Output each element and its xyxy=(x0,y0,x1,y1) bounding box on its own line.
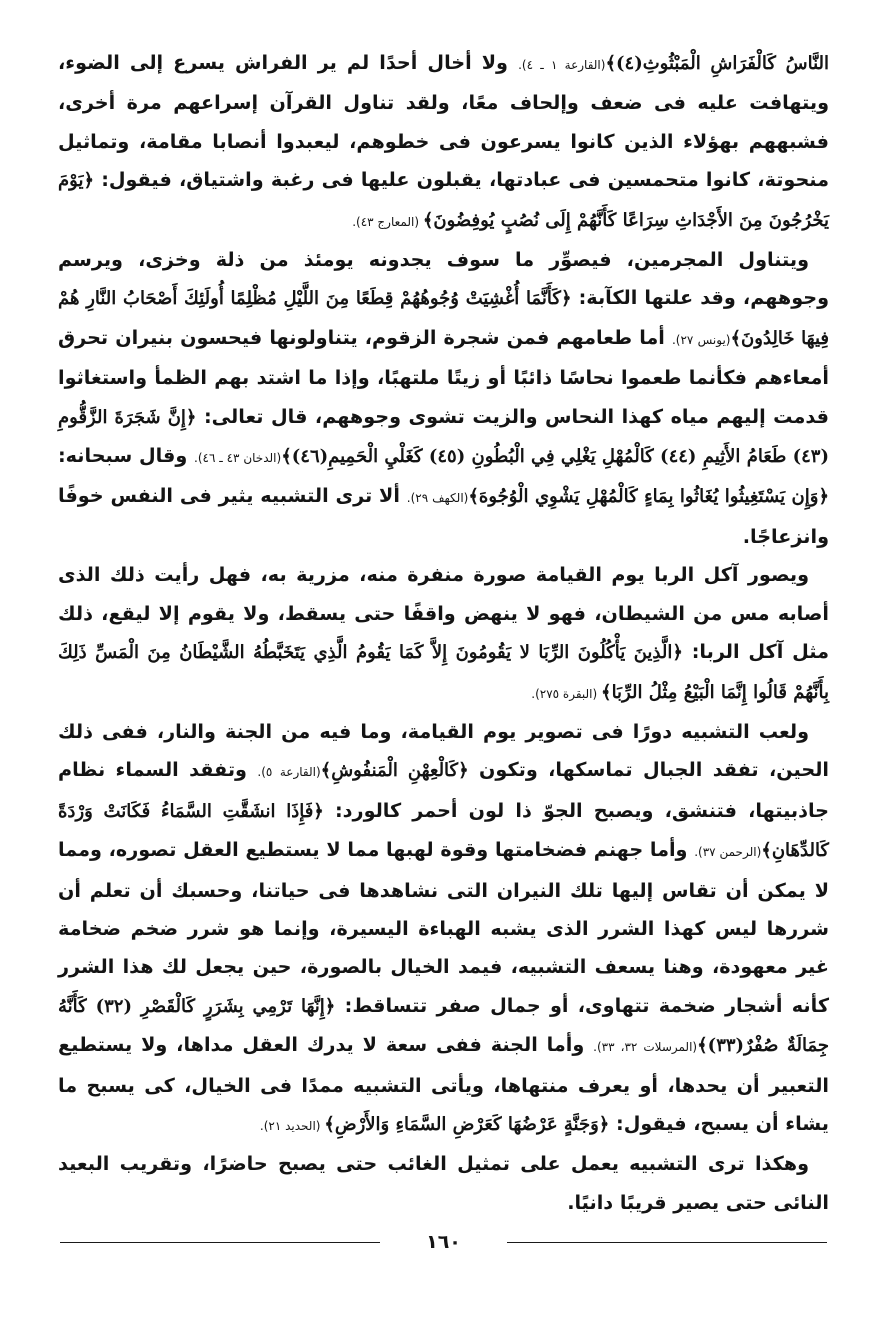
verse-reference: (الرحمن ٣٧). xyxy=(694,845,762,860)
quran-verse: ﴿وَجَنَّةٍ عَرْضُهَا كَعَرْضِ السَّمَاءِ وَالأَرْضِ﴾ xyxy=(324,1113,610,1135)
body-text: وهكذا ترى التشبيه يعمل على تمثيل الغائب حتى يصبح حاضرًا، وتقريب البعيد النائى حتى يصير قريبًا دانيًا. xyxy=(58,1152,829,1214)
quran-verse: ﴿فَإِذَا انشَقَّتِ السَّمَاءُ فَكَانَتْ وَرْدَةً كَالدِّهَانِ﴾ xyxy=(58,800,829,862)
quran-verse: ﴿إِنَّ شَجَرَةَ الزَّقُّومِ (٤٣) طَعَامُ الأَثِيمِ (٤٤) كَالْمُهْلِ يَغْلِي فِي الْبُطُونِ (٤٥) كَغَلْيِ الْحَمِيمِ(٤٦)﴾ xyxy=(58,406,830,468)
verse-reference: (الكهف ٢٩). xyxy=(406,491,469,506)
paragraph-3 xyxy=(58,556,829,713)
body-text: وقال سبحانه: xyxy=(58,444,195,468)
body-text: ألا ترى التشبيه يثير فى النفس خوفًا وانزعاجًا. xyxy=(58,484,829,548)
quran-verse: ﴿يَوْمَ يَخْرُجُونَ مِنَ الأَجْدَاثِ سِرَاعًا كَأَنَّهُمْ إِلَى نُصُبٍ يُوفِضُونَ﴾ xyxy=(58,170,829,231)
quran-verse: ﴿الَّذِينَ يَأْكُلُونَ الرِّبَا لا يَقُومُونَ إِلاَّ كَمَا يَقُومُ الَّذِي يَتَخَبَّطُهُ الشَّيْطَانُ مِنَ الْمَسِّ ذَلِكَ بِأَنَّهُمْ قَالُوا إِنَّمَا الْبَيْعُ مِثْلُ الرِّبَا﴾ xyxy=(58,642,829,703)
verse-reference: (الحديد ٢١). xyxy=(259,1118,325,1133)
body-text: وأما جهنم فضخامتها وقوة لهبها مما لا يستطيع العقل تصوره، ومما لا يمكن أن تقاس إليها تلك النيران التى نشاهدها فى حياتنا، وحسبك أن تعلم أن شررها ليس كهذا الشرر الذى يشبه الهباءة اليسيرة، وإنما هو شرر ضخم ضخامة غير معهودة، وهنا يسعف التشبيه، فيمد الخيال بالصورة، حين يجعل لك هذا الشرر كأنه أشجار ضخمة تتهاوى، أو جمال صفر تتساقط: xyxy=(58,838,829,1017)
page-footer xyxy=(60,1228,827,1258)
body-text: ولا أخال أحدًا لم ير الفراش يسرع إلى الضوء، ويتهافت عليه فى ضعف وإلحاف معًا، ولقد تناول القرآن إسراعهم مرة أخرى، فشبههم بهؤلاء الذين كانوا يسرعون فى خطوهم، ليعبدوا أنصابا مقامة، وتماثيل منحوتة، كانوا متحمسين فى عبادتها، يقبلون عليها فى رغبة واشتياق، فيقول: xyxy=(58,51,829,192)
body-text: أما طعامهم فمن شجرة الزقوم، يتناولونها فيحسون بنيران تحرق أمعاءهم فكأنما طعموا نحاسًا ذائبًا أو زيتًا ملتهبًا، وإذا ما اشتد بهم الظمأ واستغاثوا قدمت إليهم مياه كهذا النحاس والزيت تشوى وجوههم، قال تعالى: xyxy=(58,325,829,428)
verse-reference: (القارعة ١ ـ ٤). xyxy=(518,58,606,72)
quran-verse: ﴿كَأَنَّمَا أُغْشِيَتْ وُجُوهُهُمْ قِطَعًا مِنَ اللَّيْلِ مُظْلِمًا أُولَئِكَ أَصْحَابُ النَّارِ هُمْ فِيهَا خَالِدُونَ﴾ xyxy=(58,288,829,349)
body-text: ويصور آكل الربا يوم القيامة صورة منفرة منه، مزرية به، فهل رأيت ذلك الذى أصابه مس من الشيطان، فهو لا ينهض واقفًا حتى يسقط، ولا يقوم إلا ليقع، ذلك مثل آكل الربا: xyxy=(58,563,829,664)
quran-verse: ﴿إِنَّهَا تَرْمِي بِشَرَرٍ كَالْقَصْرِ (٣٢) كَأَنَّهُ جِمَالَةٌ صُفْرٌ(٣٣)﴾ xyxy=(58,995,829,1057)
paragraph-2 xyxy=(58,241,829,556)
page-body xyxy=(58,44,829,1222)
quran-verse: ﴿وَإِن يَسْتَغِيثُوا يُغَاثُوا بِمَاءٍ كَالْمُهْلِ يَشْوِي الْوُجُوهَ﴾ xyxy=(468,486,829,508)
verse-reference: (المرسلات ٣٢، ٣٣). xyxy=(593,1040,698,1055)
footer-rule-left xyxy=(60,1242,380,1243)
paragraph-5 xyxy=(58,1145,829,1222)
verse-reference: (القارعة ٥). xyxy=(257,765,321,780)
verse-reference: (يونس ٢٧). xyxy=(671,332,731,347)
verse-reference: (الدخان ٤٣ ـ ٤٦). xyxy=(194,451,282,466)
page-number: ١٦٠ xyxy=(426,1231,461,1253)
quran-verse: النَّاسُ كَالْفَرَاشِ الْمَبْثُوثِ(٤)﴾ xyxy=(605,53,829,74)
body-text: ويتناول المجرمين، فيصوِّر ما سوف يجدونه يومئذ من ذلة وخزى، ويرسم وجوههم، وقد علتها الكآبة: xyxy=(58,248,829,310)
verse-reference: (المعارج ٤٣). xyxy=(352,214,423,229)
paragraph-4 xyxy=(58,713,829,1145)
verse-reference: (البقرة ٢٧٥). xyxy=(531,686,602,701)
body-text: وتفقد السماء نظام جاذبيتها، فتنشق، ويصبح الجوّ ذا لون أحمر كالورد: xyxy=(58,758,829,822)
body-text: وأما الجنة ففى سعة لا يدرك العقل مداها، ولا يستطيع التعبير أن يحدها، أو يعرف منتهاها، ويأتى التشبيه ممدًا فى الخيال، كى يسبح ما يشاء أن يسبح، فيقول: xyxy=(58,1033,829,1135)
paragraph-1 xyxy=(58,44,829,241)
quran-verse: ﴿كَالْعِهْنِ الْمَنفُوشِ﴾ xyxy=(320,760,469,782)
body-text: ولعب التشبيه دورًا فى تصوير يوم القيامة، وما فيه من الجنة والنار، ففى ذلك الحين، تفقد الجبال تماسكها، وتكون xyxy=(58,719,829,782)
